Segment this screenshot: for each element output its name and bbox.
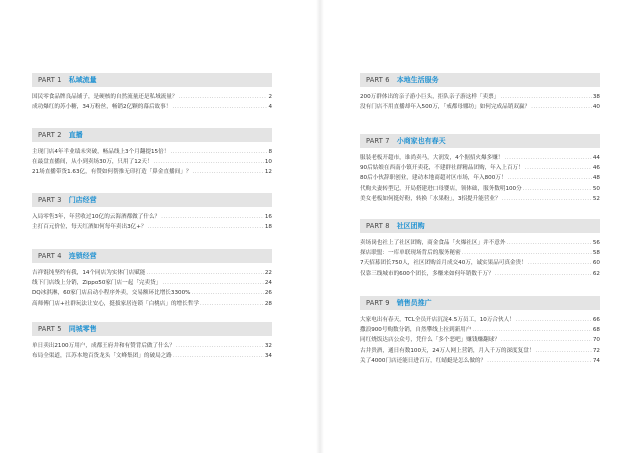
page-number: 40 xyxy=(592,104,600,111)
page-number: 58 xyxy=(592,250,600,257)
entry-title: 吉祥馄饨坚约有我，14个同店为实体门店赋能 xyxy=(32,270,146,276)
page-number: 70 xyxy=(592,337,600,344)
dot-leader xyxy=(501,335,592,345)
toc-section-part-2 xyxy=(32,128,272,178)
toc-entry[interactable] xyxy=(32,222,272,232)
toc-entry[interactable] xyxy=(32,92,272,102)
page-number: 28 xyxy=(264,300,272,307)
entry-title: 高师傅门店+社群玩法让安心，挺拔家居连锁「白桃店」的增长哲学 xyxy=(32,300,199,307)
toc-entry[interactable] xyxy=(360,258,600,268)
dot-leader xyxy=(462,248,592,258)
section-header-bar xyxy=(32,249,272,263)
page-number: 60 xyxy=(592,260,600,267)
entry-title: 代购夫妻转型记，开局搭建进口母婴店，领体础，服务数明100分 xyxy=(360,185,522,192)
dot-leader xyxy=(502,194,592,204)
page-number: 50 xyxy=(592,185,600,192)
dot-leader xyxy=(500,92,592,102)
page-number: 72 xyxy=(592,347,600,354)
toc-section-part-3 xyxy=(32,193,272,232)
toc-entry[interactable] xyxy=(360,356,600,366)
dot-leader xyxy=(506,238,591,248)
section-title: 门店经营 xyxy=(68,196,97,204)
toc-section-part-1 xyxy=(32,73,272,112)
dot-leader xyxy=(178,92,267,102)
page-number: 38 xyxy=(592,94,600,100)
dot-leader xyxy=(176,341,264,351)
page-number: 24 xyxy=(264,280,272,287)
dot-leader xyxy=(172,102,267,112)
dot-leader xyxy=(507,173,591,183)
entry-title: 单日卖出2100万用户，成都王府井和有赞背后做了什么？ xyxy=(32,343,175,349)
dot-leader xyxy=(516,315,592,325)
section-header-bar xyxy=(32,193,272,207)
entry-title: 入局零售3年，年营收过10亿的云海酒都做了什么？ xyxy=(32,214,161,220)
page-number: 26 xyxy=(264,290,272,297)
section-header-bar xyxy=(360,296,600,310)
dot-leader xyxy=(495,269,592,279)
toc-entry[interactable] xyxy=(32,288,272,298)
section-title: 社区团购 xyxy=(396,222,425,230)
toc-entry[interactable] xyxy=(360,238,600,248)
section-title: 本地生活服务 xyxy=(396,76,439,84)
toc-entry[interactable] xyxy=(32,299,272,309)
entry-title: 古井贵酒，通日有数100天，24万人网上营销，月入千万的深度复盘！ xyxy=(360,347,535,354)
entry-title: 200万群体出的亲子游小巨头，拒队亲子游这样「卖票」 xyxy=(360,94,500,100)
dot-leader xyxy=(525,163,592,173)
dot-leader xyxy=(523,184,592,194)
toc-entry[interactable] xyxy=(360,102,600,112)
dot-leader xyxy=(528,258,592,268)
toc-entry[interactable] xyxy=(360,173,600,183)
entry-title: 仅靠三线城市的600个团长，多赚来如何年销数千万？ xyxy=(360,270,494,277)
part-number: PART 6 xyxy=(366,76,390,84)
page-number: 2 xyxy=(268,94,272,100)
section-title: 小商家也有春天 xyxy=(396,137,446,145)
entry-title: 服装老板开超市，谁尚卖马，大润发，4个据招火爆多赚！ xyxy=(360,155,504,161)
entry-title: 90后姑娘在西南小镇开卖花，不建群社群精品团购，年入上百万！ xyxy=(360,165,524,172)
entry-title: 同红烧饭达店公众号，凭什么「多个恶吧」赚钱赚翻球？ xyxy=(360,337,500,344)
toc-entry[interactable] xyxy=(32,351,272,361)
page-number: 18 xyxy=(264,224,272,231)
right-page xyxy=(320,0,640,453)
page-number: 12 xyxy=(264,169,272,176)
part-number: PART 8 xyxy=(366,222,390,230)
entry-title: DQ冰淇淋，60家门店启动小程序外卖，交易额环比增长3300% xyxy=(32,290,191,297)
dot-leader xyxy=(535,346,591,356)
dot-leader xyxy=(170,147,267,157)
page-number: 74 xyxy=(592,357,600,364)
section-title: 直播 xyxy=(68,131,83,139)
toc-section-part-6 xyxy=(360,73,600,112)
section-header-bar xyxy=(32,128,272,142)
dot-leader xyxy=(504,153,591,163)
toc-entry[interactable] xyxy=(32,102,272,112)
toc-entry[interactable] xyxy=(360,184,600,194)
section-title: 私域流量 xyxy=(68,76,97,84)
entry-title: 美女老板如何挺好粉，转换「水果粉」，3招提升能营业？ xyxy=(360,195,501,202)
toc-entry[interactable] xyxy=(360,269,600,279)
part-number: PART 1 xyxy=(38,76,62,84)
dot-leader xyxy=(200,299,264,309)
page-number: 16 xyxy=(264,214,272,220)
page-number: 56 xyxy=(592,240,600,246)
entry-title: 探店联盟：一库单联现场背后的服务秘密 xyxy=(360,250,461,257)
toc-entry[interactable] xyxy=(360,346,600,356)
toc-entry[interactable] xyxy=(32,167,272,177)
section-title: 销售员推广 xyxy=(396,299,432,307)
section-header-bar xyxy=(360,219,600,233)
page-number: 44 xyxy=(592,155,600,161)
dot-leader xyxy=(191,288,263,298)
entry-title: 线下门店线上分销，Zippo50家门店一起「完卖货」 xyxy=(32,280,162,287)
entry-title: 关了4000门店还能日进百万，红蜻蜓是怎么做的？ xyxy=(360,357,487,364)
section-header-bar xyxy=(32,73,272,87)
page-number: 34 xyxy=(264,353,272,360)
page-number: 32 xyxy=(264,343,272,349)
entry-title: 在最盘直播间，从小到卖场30万，只用了12天！ xyxy=(32,159,153,166)
section-title: 连锁经营 xyxy=(68,252,97,260)
toc-section-part-8 xyxy=(360,219,600,279)
page-number: 22 xyxy=(264,270,272,276)
toc-section-part-9 xyxy=(360,296,600,366)
page-number: 48 xyxy=(592,175,600,182)
toc-entry[interactable] xyxy=(32,341,272,351)
entry-title: 成功爆红的苏小糖，34万粉丝，畅销2亿颗的幕后故事！ xyxy=(32,104,172,111)
toc-section-part-5 xyxy=(32,322,272,361)
entry-title: 80后小伙辞职创业，建动本地商超对区市场，年入800万！ xyxy=(360,175,507,182)
entry-title: 主现门店4年半业绩未突破，畅品线上3个月翻提15倍！ xyxy=(32,149,170,155)
page-number: 46 xyxy=(592,165,600,172)
part-number: PART 5 xyxy=(38,325,62,333)
page-number: 4 xyxy=(268,104,272,111)
dot-leader xyxy=(531,102,592,112)
entry-title: 主打百元价位，每天红酒如何每年卖出3亿+？ xyxy=(32,224,147,231)
part-number: PART 2 xyxy=(38,131,62,139)
part-number: PART 3 xyxy=(38,196,62,204)
part-number: PART 9 xyxy=(366,299,390,307)
entry-title: 卖场岗也社上了社区团购，商金食品「火爆社区」并不意外 xyxy=(360,240,506,246)
section-header-bar xyxy=(360,73,600,87)
toc-entry[interactable] xyxy=(32,147,272,157)
page-number: 10 xyxy=(264,159,272,166)
toc-entry[interactable] xyxy=(32,157,272,167)
toc-entry[interactable] xyxy=(360,335,600,345)
entry-title: 撒浪900号购数分销，自然攀线上拉到新用户 xyxy=(360,327,472,334)
toc-entry[interactable] xyxy=(32,212,272,222)
part-number: PART 7 xyxy=(366,137,390,145)
dot-leader xyxy=(472,325,592,335)
entry-title: 21场直播带货1.63亿，有赞如何帮推无印打造「鼻金直播间」？ xyxy=(32,169,192,176)
toc-entry[interactable] xyxy=(360,315,600,325)
dot-leader xyxy=(148,222,264,232)
toc-section-part-4 xyxy=(32,249,272,309)
dot-leader xyxy=(173,351,264,361)
section-title: 同城零售 xyxy=(68,325,97,333)
toc-entry[interactable] xyxy=(360,194,600,204)
dot-leader xyxy=(487,356,592,366)
page-number: 8 xyxy=(268,149,272,155)
entry-title: 布局全渠道，江苏本地百货龙头「文峰集团」的破局之路 xyxy=(32,353,172,360)
toc-entry[interactable] xyxy=(32,268,272,278)
page-number: 68 xyxy=(592,327,600,334)
toc-entry[interactable] xyxy=(360,92,600,102)
toc-entry[interactable] xyxy=(32,278,272,288)
entry-title: 没有门店不用直播却年入500万，「戒都母娜坊」如何完成品销双赢？ xyxy=(360,104,531,111)
toc-entry[interactable] xyxy=(360,325,600,335)
dot-leader xyxy=(146,268,263,278)
toc-entry[interactable] xyxy=(360,248,600,258)
entry-title: 国民零食品牌良品铺子，是硬核的自然流量还是私域流量？ xyxy=(32,94,178,100)
page-number: 62 xyxy=(592,270,600,277)
toc-section-part-7 xyxy=(360,134,600,204)
toc-entry[interactable] xyxy=(360,163,600,173)
dot-leader xyxy=(162,278,264,288)
entry-title: 7天招募团长750人，社区团购首月成交40万，诚实果品可真金贵！ xyxy=(360,260,527,267)
entry-title: 大家电出有春天，TCL全员开店沉淀4.5万员工，10万合伙人！ xyxy=(360,317,515,323)
section-header-bar xyxy=(360,134,600,148)
dot-leader xyxy=(154,157,264,167)
page-number: 52 xyxy=(592,195,600,202)
section-header-bar xyxy=(32,322,272,336)
toc-entry[interactable] xyxy=(360,153,600,163)
page-number: 66 xyxy=(592,317,600,323)
dot-leader xyxy=(192,167,263,177)
part-number: PART 4 xyxy=(38,252,62,260)
dot-leader xyxy=(161,212,264,222)
